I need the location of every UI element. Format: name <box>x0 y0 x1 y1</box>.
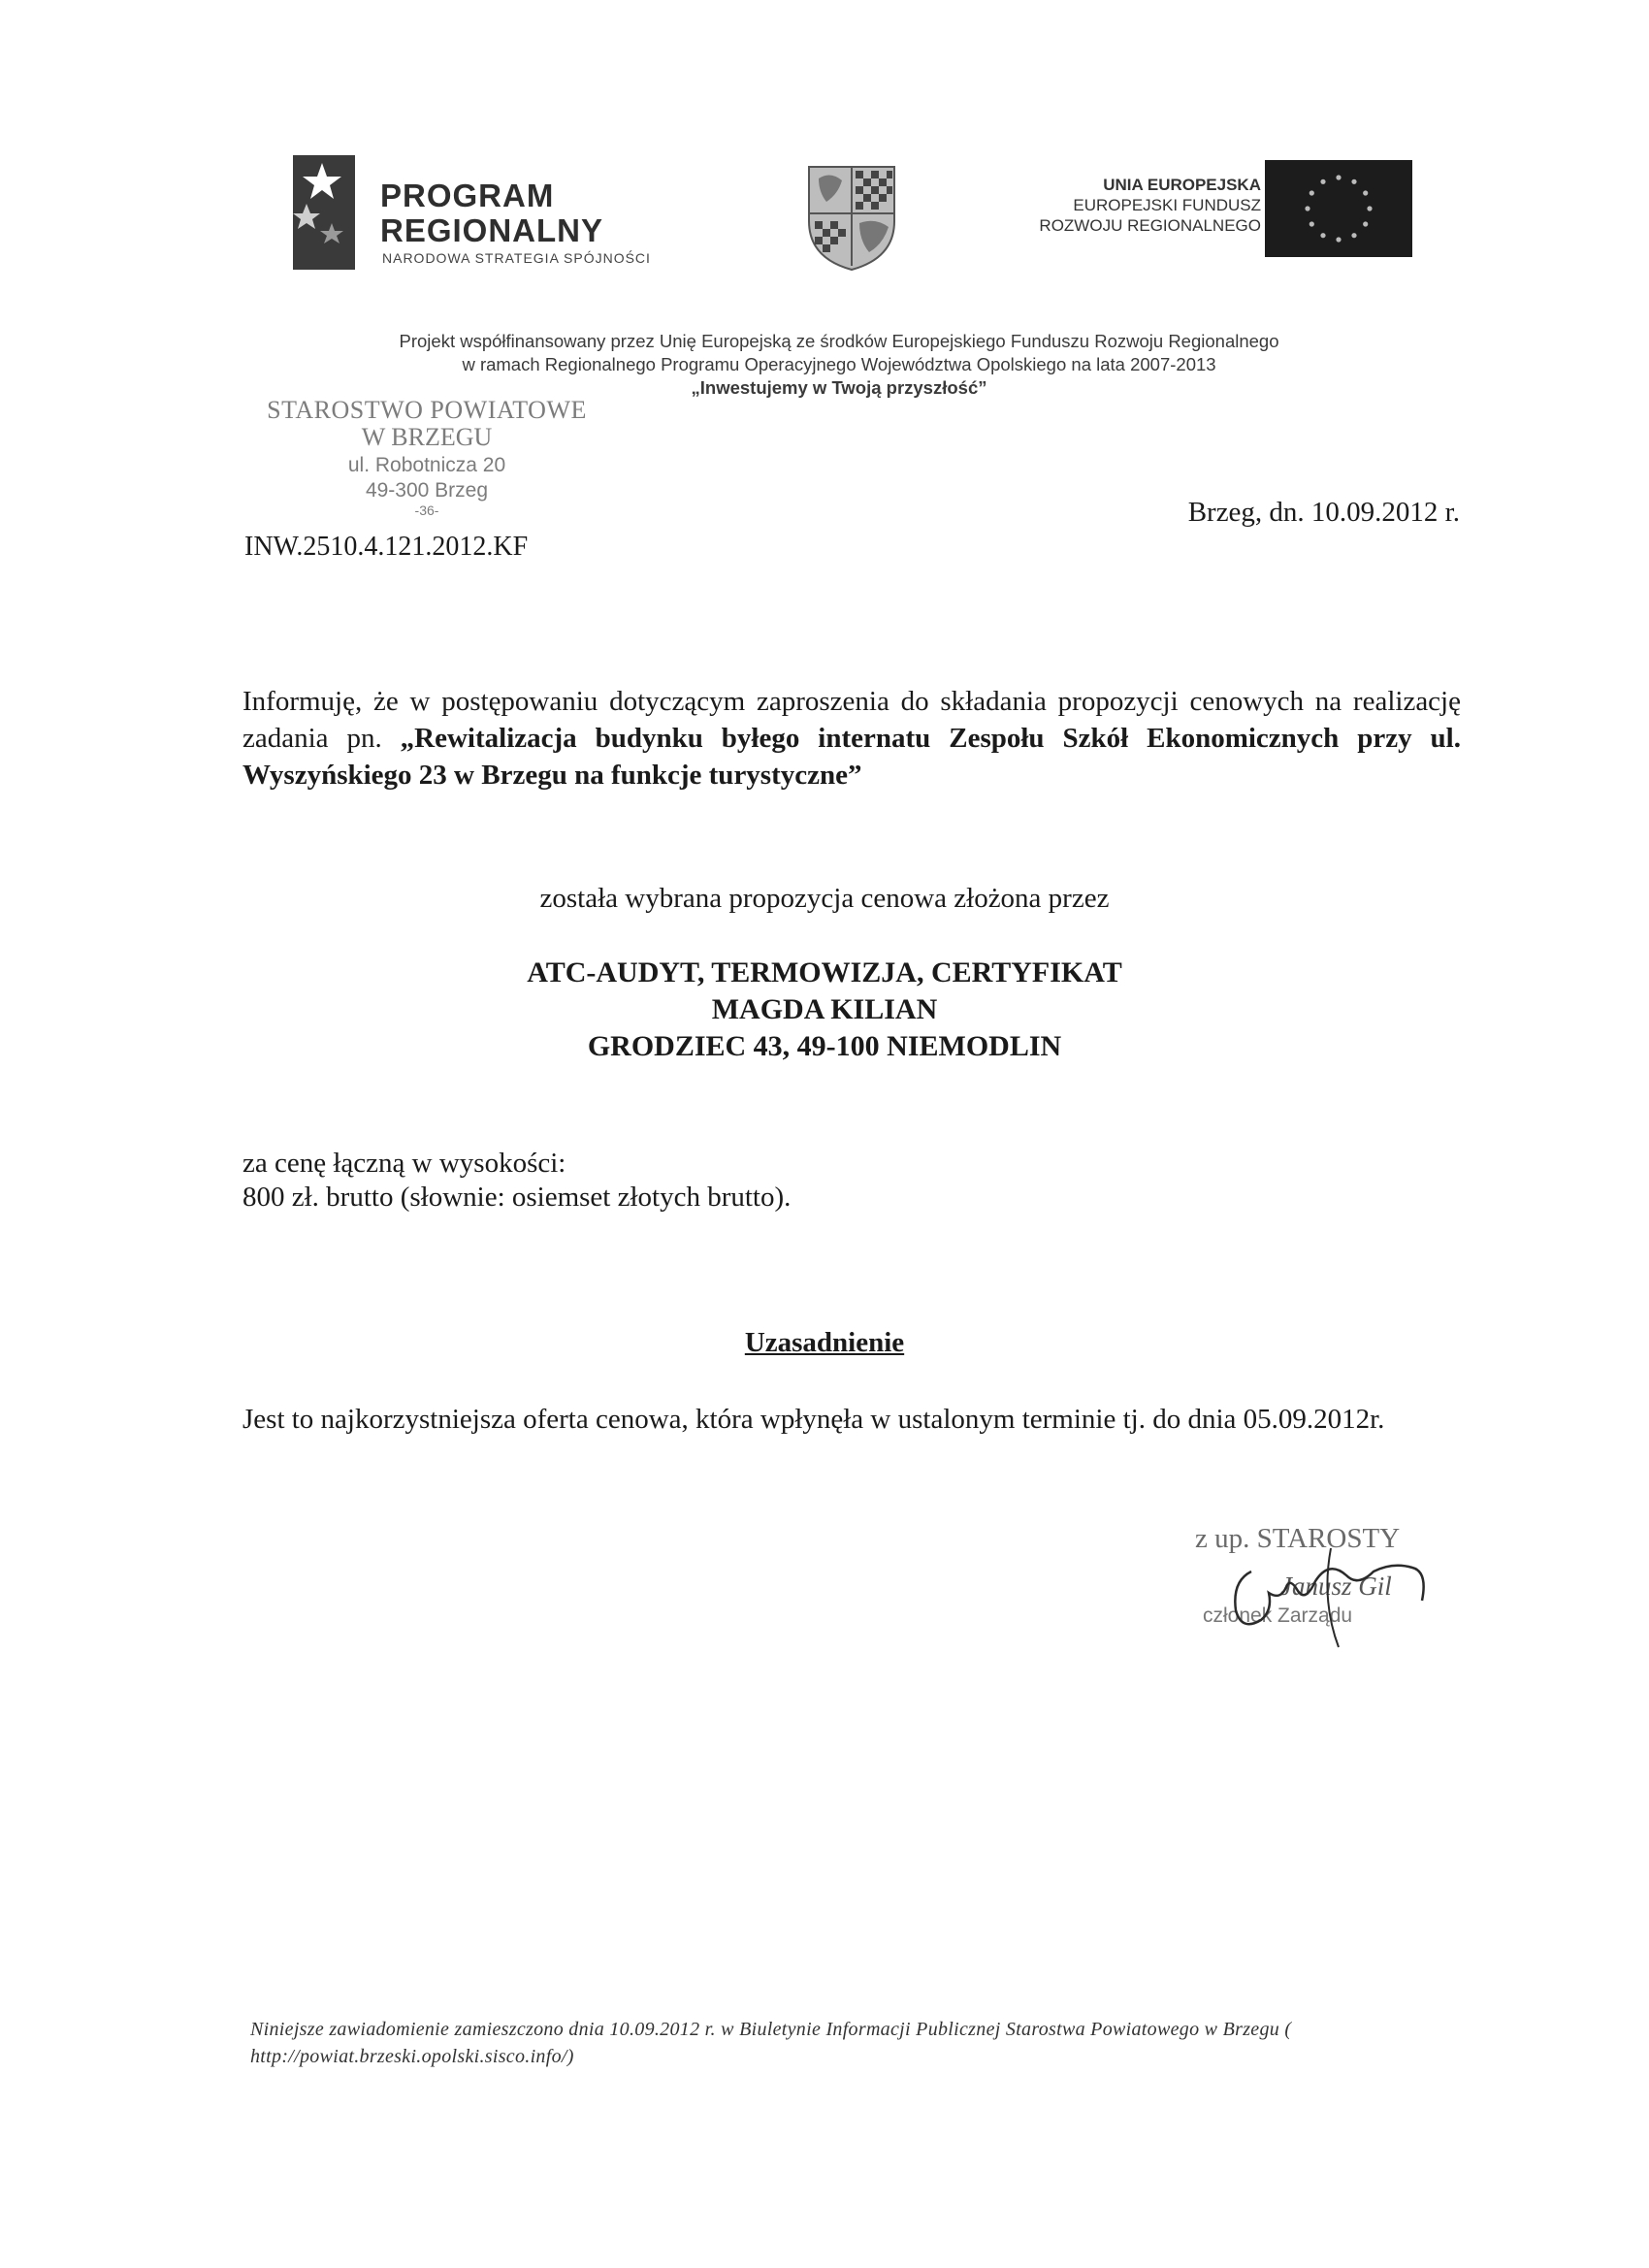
program-regionalny-line1: PROGRAM <box>380 178 555 213</box>
program-regionalny-mark-icon <box>293 155 355 270</box>
coat-of-arms-icon <box>805 163 898 272</box>
handwritten-signature-icon <box>1222 1542 1455 1649</box>
signature-block <box>1164 1523 1455 1659</box>
eu-line3: ROZWOJU REGIONALNEGO <box>1039 216 1261 235</box>
office-stamp <box>242 396 611 518</box>
company-block <box>0 955 1649 1065</box>
price-amount: 800 zł. brutto (słownie: osiemset złotych brutto). <box>242 1182 792 1213</box>
program-regionalny-line2: REGIONALNY <box>380 212 604 248</box>
justification-text: Jest to najkorzystniejsza oferta cenowa, która wpłynęła w ustalonym terminie tj. do dnia 05.09.2012r. <box>242 1404 1385 1435</box>
company-line3: GRODZIEC 43, 49-100 NIEMODLIN <box>587 1030 1062 1062</box>
eu-star-icon <box>1351 179 1356 184</box>
eu-star-icon <box>1363 190 1368 195</box>
footer-note: Niniejsze zawiadomienie zamieszczono dnia 10.09.2012 r. w Biuletynie Informacji Publicznej Starostwa Powiatowego w Brzegu ( http://powiat.brzeski.opolski.sisco.info/) <box>250 2019 1292 2067</box>
program-regionalny-logo <box>293 155 700 270</box>
stamp-line3: ul. Robotnicza 20 <box>347 454 506 476</box>
eu-star-icon <box>1310 221 1314 226</box>
intro-lead: Informuję, że w postępowaniu dotyczącym zaproszenia do składania propozycji cenowych na realizację zadania pn. <box>242 686 1461 754</box>
signature-role: członek Zarządu <box>1203 1604 1353 1627</box>
cofinancing-slogan: „Inwestujemy w Twoją przyszłość” <box>691 377 987 398</box>
company-line1: ATC-AUDYT, TERMOWIZJA, CERTYFIKAT <box>527 956 1122 988</box>
signature-name: Janusz Gil <box>1280 1571 1392 1601</box>
eu-star-icon <box>1320 233 1325 238</box>
task-name: „Rewitalizacja budynku byłego internatu Zespołu Szkół Ekonomicznych przy ul. Wyszyńskiego 23 w Brzegu na funkcje turystyczne” <box>242 723 1461 791</box>
stamp-line1: STAROSTWO POWIATOWE <box>267 396 587 424</box>
chosen-offer-text: została wybrana propozycja cenowa złożona przez <box>539 883 1110 914</box>
eu-fund-text <box>970 175 1261 236</box>
signature-line1: z up. STAROSTY <box>1195 1523 1401 1554</box>
eu-star-icon <box>1336 237 1341 242</box>
cofinancing-line1: Projekt współfinansowany przez Unię Europejską ze środków Europejskiego Funduszu Rozwoju Regionalnego <box>399 331 1279 351</box>
eu-star-icon <box>1310 190 1314 195</box>
cofinancing-note <box>242 330 1436 400</box>
stamp-line4: 49-300 Brzeg <box>365 479 489 502</box>
eu-line1: UNIA EUROPEJSKA <box>1103 176 1261 194</box>
eu-star-icon <box>1305 206 1310 211</box>
program-regionalny-line3: NARODOWA STRATEGIA SPÓJNOŚCI <box>382 250 651 266</box>
stamp-line2: W BRZEGU <box>361 423 493 451</box>
eu-star-icon <box>1351 233 1356 238</box>
eu-star-icon <box>1367 206 1372 211</box>
company-line2: MAGDA KILIAN <box>711 993 938 1025</box>
eu-flag-icon <box>1265 160 1412 257</box>
reference-number: INW.2510.4.121.2012.KF <box>244 532 529 562</box>
eu-star-icon <box>1363 221 1368 226</box>
eu-line2: EUROPEJSKI FUNDUSZ <box>1073 196 1261 214</box>
stamp-line5: -36- <box>414 502 439 518</box>
eu-star-icon <box>1336 175 1341 179</box>
eu-star-icon <box>1320 179 1325 184</box>
justification-title: Uzasadnienie <box>744 1327 905 1358</box>
cofinancing-line2: w ramach Regionalnego Programu Operacyjnego Województwa Opolskiego na lata 2007-2013 <box>462 354 1216 374</box>
intro-paragraph <box>242 683 1461 794</box>
price-intro: za cenę łączną w wysokości: <box>242 1148 566 1179</box>
place-date: Brzeg, dn. 10.09.2012 r. <box>1187 497 1460 528</box>
